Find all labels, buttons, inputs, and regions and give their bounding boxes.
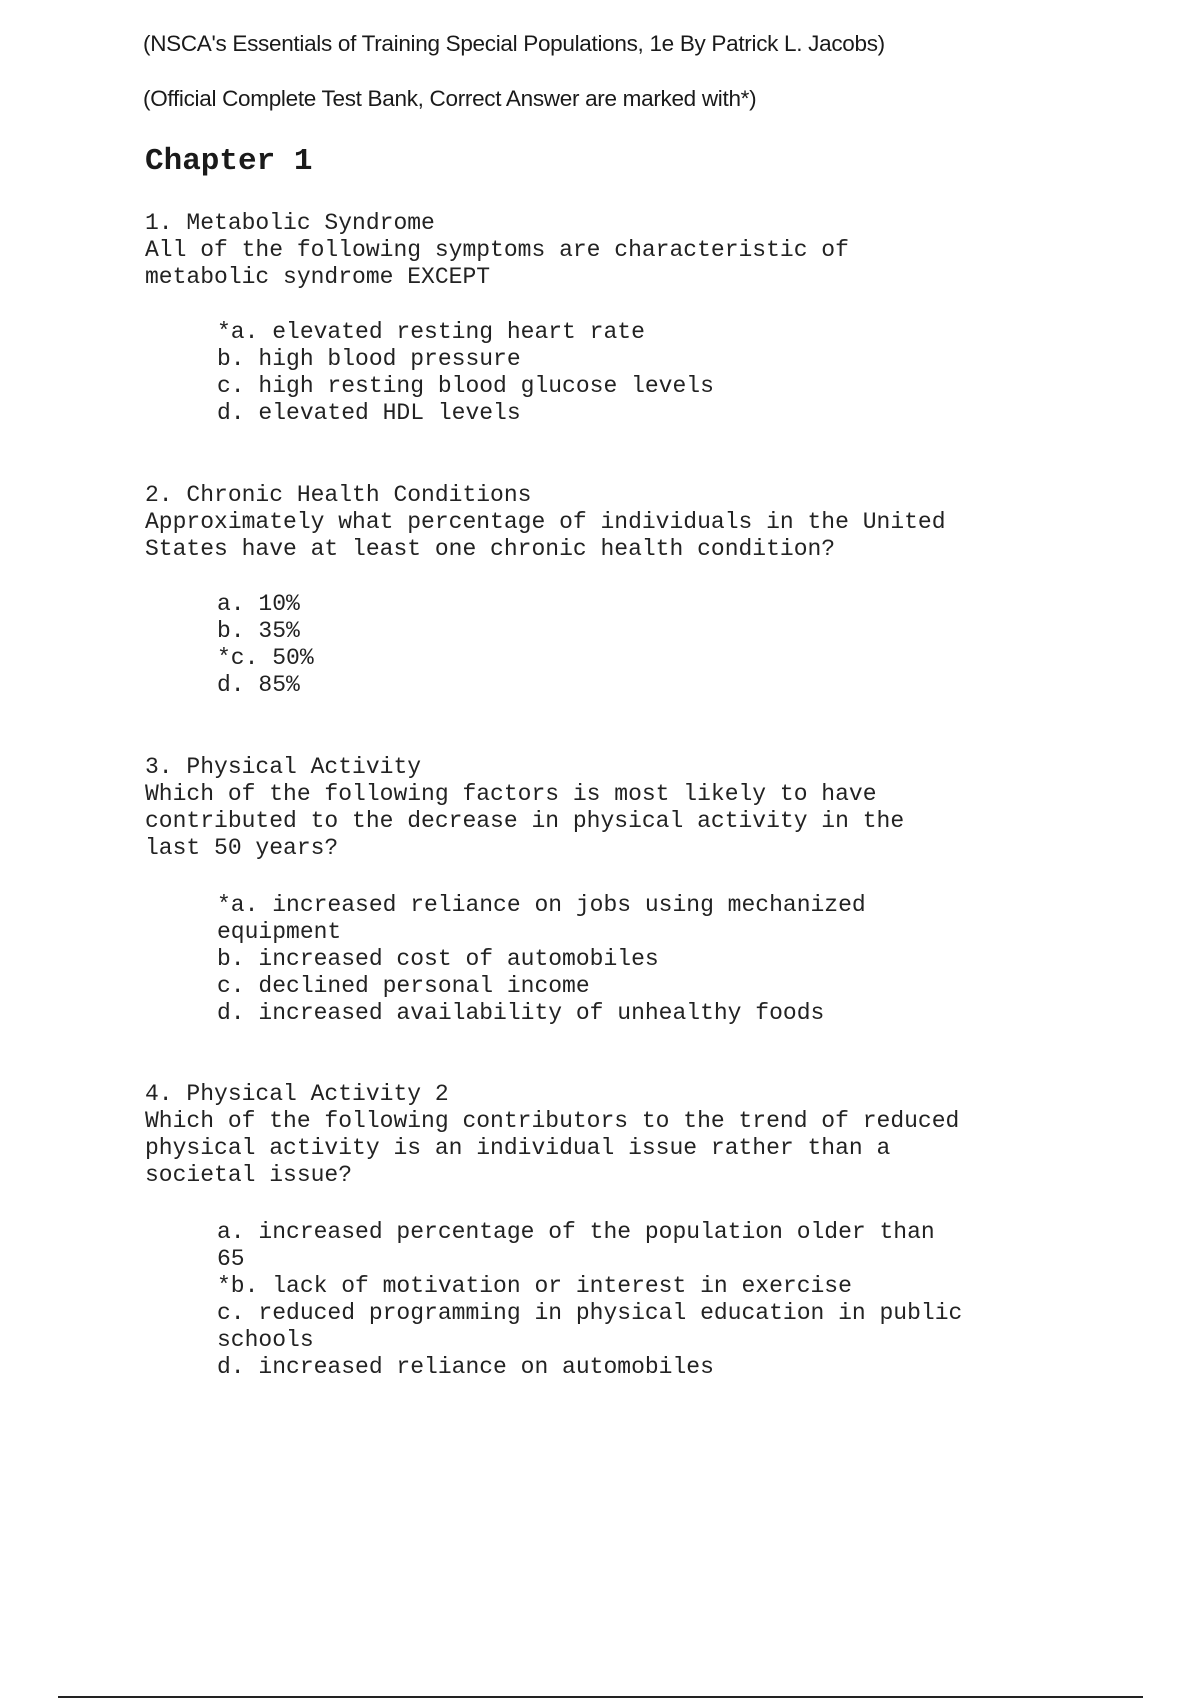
answer-option: c. high resting blood glucose levels [217, 373, 714, 399]
question-3 [145, 754, 904, 862]
answer-option: c. declined personal income [217, 973, 590, 999]
answer-option: d. increased reliance on automobiles [217, 1354, 714, 1380]
answer-option: d. elevated HDL levels [217, 400, 521, 426]
question-text-line: All of the following symptoms are characteristic of [145, 237, 849, 263]
question-heading: 1. Metabolic Syndrome [145, 210, 435, 236]
answer-option: b. 35% [217, 618, 300, 644]
question-text-line: last 50 years? [145, 835, 339, 861]
question-2 [145, 482, 946, 563]
answer-option: d. increased availability of unhealthy foods [217, 1000, 825, 1026]
question-1 [145, 210, 849, 291]
question-heading: 4. Physical Activity 2 [145, 1081, 449, 1107]
test-bank-note-line: (Official Complete Test Bank, Correct Answer are marked with*) [143, 86, 757, 111]
answer-option: 65 [217, 1246, 245, 1272]
book-title-line: (NSCA's Essentials of Training Special Populations, 1e By Patrick L. Jacobs) [143, 31, 885, 56]
answer-option: b. high blood pressure [217, 346, 521, 372]
answer-option: *b. lack of motivation or interest in exercise [217, 1273, 852, 1299]
answer-option: a. 10% [217, 591, 300, 617]
answer-option: b. increased cost of automobiles [217, 946, 659, 972]
answer-option: equipment [217, 919, 342, 945]
question-4-options [217, 1219, 962, 1381]
answer-option: c. reduced programming in physical education in public [217, 1300, 963, 1326]
question-1-options [217, 319, 714, 427]
answer-option: a. increased percentage of the population older than [217, 1219, 935, 1245]
question-text-line: Approximately what percentage of individuals in the United [145, 509, 946, 535]
answer-option: *a. increased reliance on jobs using mechanized [217, 892, 866, 918]
question-text-line: physical activity is an individual issue rather than a [145, 1135, 891, 1161]
question-text-line: Which of the following contributors to the trend of reduced [145, 1108, 960, 1134]
question-heading: 2. Chronic Health Conditions [145, 482, 532, 508]
question-text-line: contributed to the decrease in physical activity in the [145, 808, 905, 834]
answer-option: schools [217, 1327, 314, 1353]
answer-option: *a. elevated resting heart rate [217, 319, 645, 345]
answer-option: d. 85% [217, 672, 300, 698]
question-text-line: societal issue? [145, 1162, 353, 1188]
question-text-line: Which of the following factors is most likely to have [145, 781, 877, 807]
question-text-line: States have at least one chronic health condition? [145, 536, 836, 562]
page-bottom-rule [58, 1696, 1143, 1698]
question-4 [145, 1081, 959, 1189]
question-3-options [217, 892, 866, 1027]
question-2-options [217, 591, 314, 699]
chapter-heading: Chapter 1 [145, 144, 313, 179]
question-text-line: metabolic syndrome EXCEPT [145, 264, 491, 290]
answer-option: *c. 50% [217, 645, 314, 671]
question-heading: 3. Physical Activity [145, 754, 422, 780]
